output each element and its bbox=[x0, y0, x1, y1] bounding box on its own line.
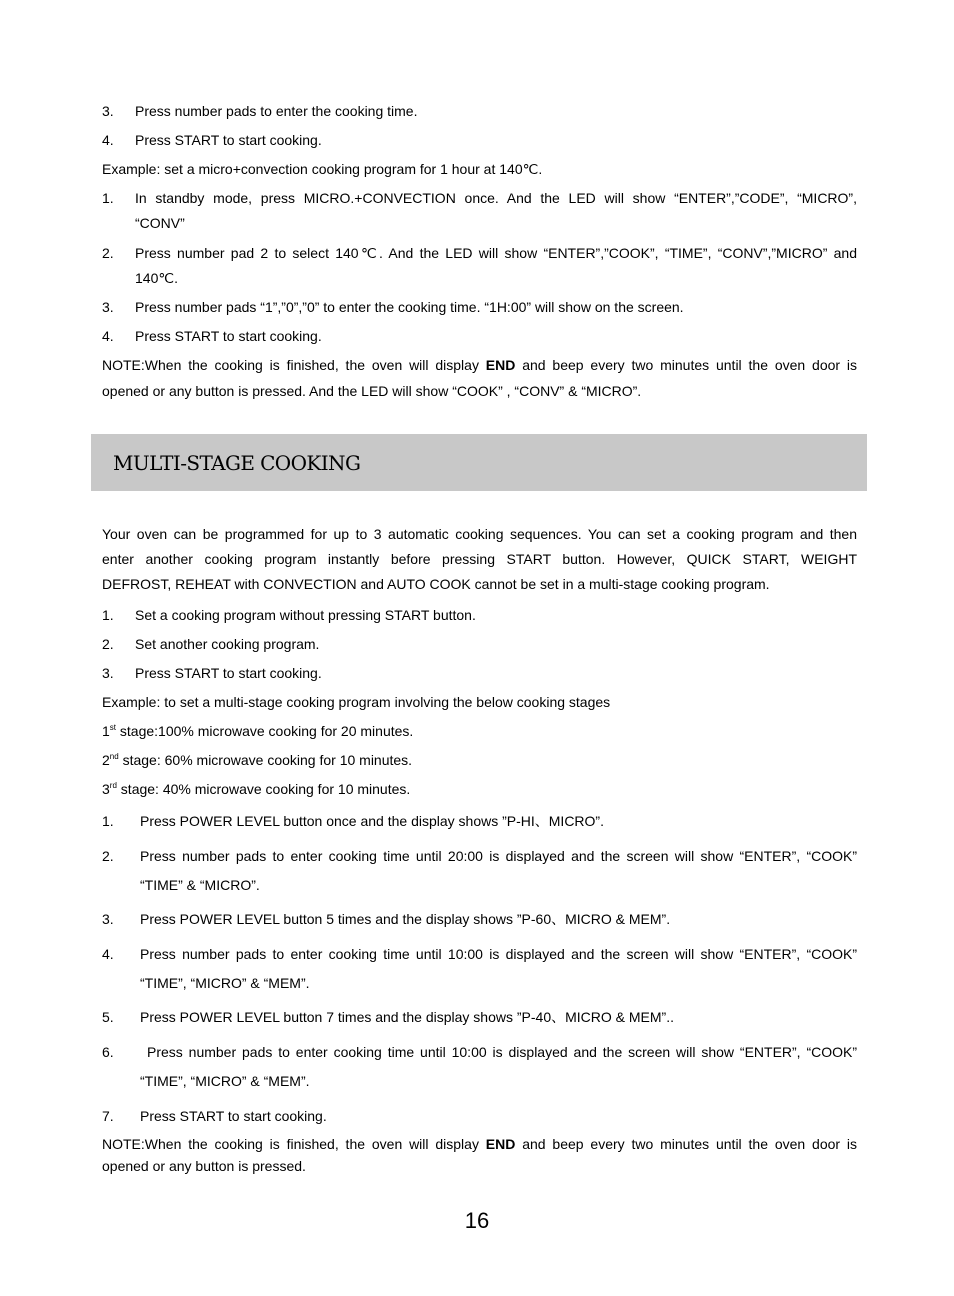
step-number: 3. bbox=[102, 103, 114, 119]
step-text-continued: 140℃. bbox=[135, 270, 178, 286]
stage-text: stage:100% microwave cooking for 20 minutes. bbox=[116, 723, 414, 739]
example-heading: Example: to set a multi-stage cooking program involving the below cooking stages bbox=[102, 694, 611, 710]
stage-ordinal: 2 bbox=[102, 752, 110, 768]
step-text-continued: “TIME”, “MICRO” & “MEM”. bbox=[140, 1073, 310, 1089]
intro-line: DEFROST, REHEAT with CONVECTION and AUTO COOK cannot be set in a multi-stage cooking program. bbox=[102, 576, 770, 592]
step-number: 3. bbox=[102, 299, 114, 315]
step-text: Press POWER LEVEL button 7 times and the display shows ”P-40、MICRO & MEM”.. bbox=[140, 1009, 674, 1025]
note-text: and beep every two minutes until the oven door is bbox=[515, 1136, 858, 1152]
note-continued: opened or any button is pressed. And the LED will show “COOK” , “CONV” & “MICRO”. bbox=[102, 383, 642, 399]
step-text-continued: “TIME”, “MICRO” & “MEM”. bbox=[140, 975, 310, 991]
step-text: Press number pads to enter cooking time until 10:00 is displayed and the screen will show “ENTER”, “COOK” bbox=[140, 946, 857, 962]
note-end-keyword: END bbox=[485, 1136, 516, 1152]
step-number: 1. bbox=[102, 190, 114, 206]
step-number: 1. bbox=[102, 813, 114, 829]
step-text: Press number pads to enter cooking time until 20:00 is displayed and the screen will show “ENTER”, “COOK” bbox=[140, 848, 857, 864]
step-text: Press number pads to enter cooking time until 10:00 is displayed and the screen will show “ENTER”, “COOK” bbox=[147, 1044, 857, 1060]
stage-text: stage: 40% microwave cooking for 10 minutes. bbox=[116, 781, 411, 797]
stage-ordinal: 1 bbox=[102, 723, 110, 739]
step-text-continued: “CONV” bbox=[135, 215, 185, 231]
step-number: 2. bbox=[102, 245, 114, 261]
step-text: Press number pads “1”,”0”,”0” to enter the cooking time. “1H:00” will show on the screen. bbox=[135, 299, 684, 315]
step-number: 6. bbox=[102, 1044, 114, 1060]
stage-ordinal-suffix: rd bbox=[109, 781, 117, 790]
stage-ordinal-suffix: nd bbox=[109, 752, 119, 761]
step-text: Press START to start cooking. bbox=[135, 665, 322, 681]
step-text-continued: “TIME” & “MICRO”. bbox=[140, 877, 260, 893]
step-number: 5. bbox=[102, 1009, 114, 1025]
section-banner bbox=[91, 434, 867, 491]
step-number: 2. bbox=[102, 636, 114, 652]
note-end-keyword: END bbox=[485, 357, 516, 373]
step-number: 4. bbox=[102, 132, 114, 148]
example-heading: Example: set a micro+convection cooking program for 1 hour at 140℃. bbox=[102, 161, 543, 177]
note-text: and beep every two minutes until the oven door is bbox=[515, 357, 858, 373]
step-number: 3. bbox=[102, 911, 114, 927]
step-text: Press POWER LEVEL button once and the display shows ”P-HI、MICRO”. bbox=[140, 813, 604, 829]
step-number: 1. bbox=[102, 607, 114, 623]
note-continued: opened or any button is pressed. bbox=[102, 1158, 306, 1174]
intro-line: enter another cooking program instantly before pressing START button. However, QUICK START, WEIGHT bbox=[102, 551, 857, 567]
step-text: Press START to start cooking. bbox=[135, 132, 322, 148]
step-text: Press number pad 2 to select 140℃. And the LED will show “ENTER”,”COOK”, “TIME”, “CONV”,”MICRO” and bbox=[135, 245, 857, 261]
note bbox=[102, 1136, 857, 1152]
step-number: 4. bbox=[102, 328, 114, 344]
stage-line bbox=[102, 723, 857, 739]
step-text: Set another cooking program. bbox=[135, 636, 320, 652]
stage-ordinal-suffix: st bbox=[109, 723, 117, 732]
step-number: 3. bbox=[102, 665, 114, 681]
step-text: Set a cooking program without pressing START button. bbox=[135, 607, 476, 623]
step-text: Press number pads to enter the cooking time. bbox=[135, 103, 418, 119]
step-number: 4. bbox=[102, 946, 114, 962]
step-text: Press START to start cooking. bbox=[135, 328, 322, 344]
step-number: 2. bbox=[102, 848, 114, 864]
stage-text: stage: 60% microwave cooking for 10 minutes. bbox=[118, 752, 413, 768]
section-title: MULTI-STAGE COOKING bbox=[113, 451, 361, 475]
note-text: NOTE:When the cooking is finished, the oven will display bbox=[102, 1136, 486, 1152]
intro-paragraph bbox=[102, 522, 857, 597]
step-text: Press POWER LEVEL button 5 times and the display shows ”P-60、MICRO & MEM”. bbox=[140, 911, 671, 927]
intro-line: Your oven can be programmed for up to 3 automatic cooking sequences. You can set a cooking program and then bbox=[102, 526, 857, 542]
stage-line bbox=[102, 752, 857, 768]
note bbox=[102, 357, 857, 373]
page-number: 16 bbox=[464, 1208, 490, 1233]
stage-ordinal: 3 bbox=[102, 781, 110, 797]
step-text: In standby mode, press MICRO.+CONVECTION once. And the LED will show “ENTER”,”CODE”, “MICRO”, bbox=[135, 190, 857, 206]
stage-line bbox=[102, 781, 857, 797]
step-number: 7. bbox=[102, 1108, 114, 1124]
step-text: Press START to start cooking. bbox=[140, 1108, 327, 1124]
note-text: NOTE:When the cooking is finished, the oven will display bbox=[102, 357, 486, 373]
